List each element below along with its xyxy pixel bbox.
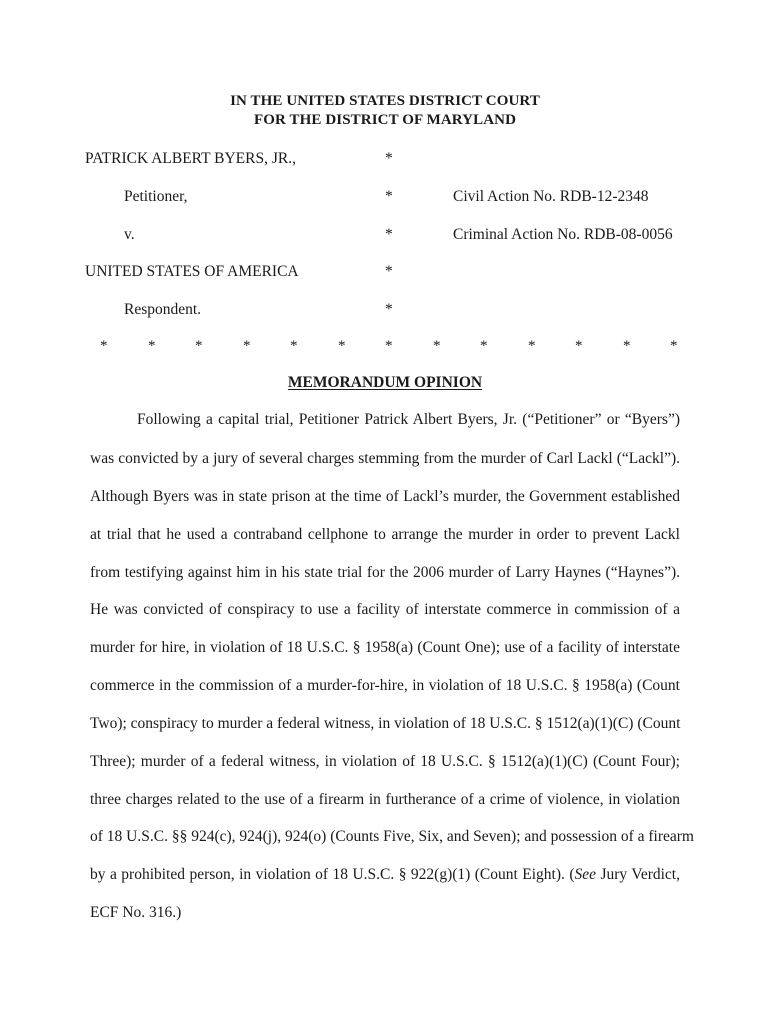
divider-star: * [670, 338, 678, 354]
see-signal: See [574, 866, 597, 883]
caption-star: * [385, 150, 393, 167]
court-heading-line-2: FOR THE DISTRICT OF MARYLAND [253, 112, 517, 128]
body-line: was convicted by a jury of several charges stemming from the murder of Carl Lackl (“Lackl”). [90, 450, 680, 467]
versus: v. [124, 226, 135, 243]
divider-star: * [528, 338, 536, 354]
body-line: Three); murder of a federal witness, in violation of 18 U.S.C. § 1512(a)(1)(C) (Count Four); [90, 753, 680, 770]
body-line-text: Jury Verdict, [596, 866, 680, 883]
caption-row-4 [0, 261, 770, 283]
caption-star: * [385, 263, 393, 280]
respondent-name: UNITED STATES OF AMERICA [85, 263, 299, 280]
body-line: of 18 U.S.C. §§ 924(c), 924(j), 924(o) (Counts Five, Six, and Seven); and possession of a firearm [90, 828, 694, 845]
court-heading-line-1: IN THE UNITED STATES DISTRICT COURT [230, 93, 540, 109]
body-line: Following a capital trial, Petitioner Patrick Albert Byers, Jr. (“Petitioner” or “Byers”) [137, 411, 680, 428]
body-line: three charges related to the use of a firearm in furtherance of a crime of violence, in violation [90, 791, 680, 808]
body-line: commerce in the commission of a murder-for-hire, in violation of 18 U.S.C. § 1958(a) (Count [90, 677, 680, 694]
body-line: Two); conspiracy to murder a federal witness, in violation of 18 U.S.C. § 1512(a)(1)(C) (Count [90, 715, 681, 732]
criminal-action-number: Criminal Action No. RDB-08-0056 [453, 226, 673, 243]
star-divider [0, 338, 770, 358]
divider-star: * [480, 338, 488, 354]
petitioner-name: PATRICK ALBERT BYERS, JR., [85, 150, 296, 167]
caption-star: * [385, 226, 393, 243]
divider-star: * [100, 338, 108, 354]
divider-star: * [338, 338, 346, 354]
memorandum-title: MEMORANDUM OPINION [287, 374, 483, 391]
divider-star: * [575, 338, 583, 354]
divider-star: * [290, 338, 298, 354]
respondent-role: Respondent. [124, 301, 202, 318]
divider-star: * [243, 338, 251, 354]
body-line: ECF No. 316.) [90, 904, 182, 921]
body-line: from testifying against him in his state trial for the 2006 murder of Larry Haynes (“Haynes”). [90, 564, 680, 581]
divider-star: * [433, 338, 441, 354]
caption-star: * [385, 188, 393, 205]
body-line-text: by a prohibited person, in violation of 18 U.S.C. § 922(g)(1) (Count Eight). ( [90, 866, 575, 883]
petitioner-role: Petitioner, [124, 188, 188, 205]
divider-star: * [623, 338, 631, 354]
caption-star: * [385, 301, 393, 318]
body-line: He was convicted of conspiracy to use a facility of interstate commerce in commission of a [90, 601, 680, 618]
divider-star: * [148, 338, 156, 354]
caption-row-1 [0, 148, 770, 170]
body-line: Although Byers was in state prison at the time of Lackl’s murder, the Government established [90, 488, 680, 505]
civil-action-number: Civil Action No. RDB-12-2348 [453, 188, 649, 205]
court-heading [0, 92, 770, 130]
divider-star: * [195, 338, 203, 354]
body-line: murder for hire, in violation of 18 U.S.C. § 1958(a) (Count One); use of a facility of interstate [90, 639, 680, 656]
body-line: at trial that he used a contraband cellphone to arrange the murder in order to prevent Lackl [90, 526, 680, 543]
divider-star: * [385, 338, 393, 354]
caption-row-5 [0, 299, 770, 321]
body-line [90, 864, 680, 886]
caption-row-3 [0, 224, 770, 246]
caption-row-2 [0, 186, 770, 208]
